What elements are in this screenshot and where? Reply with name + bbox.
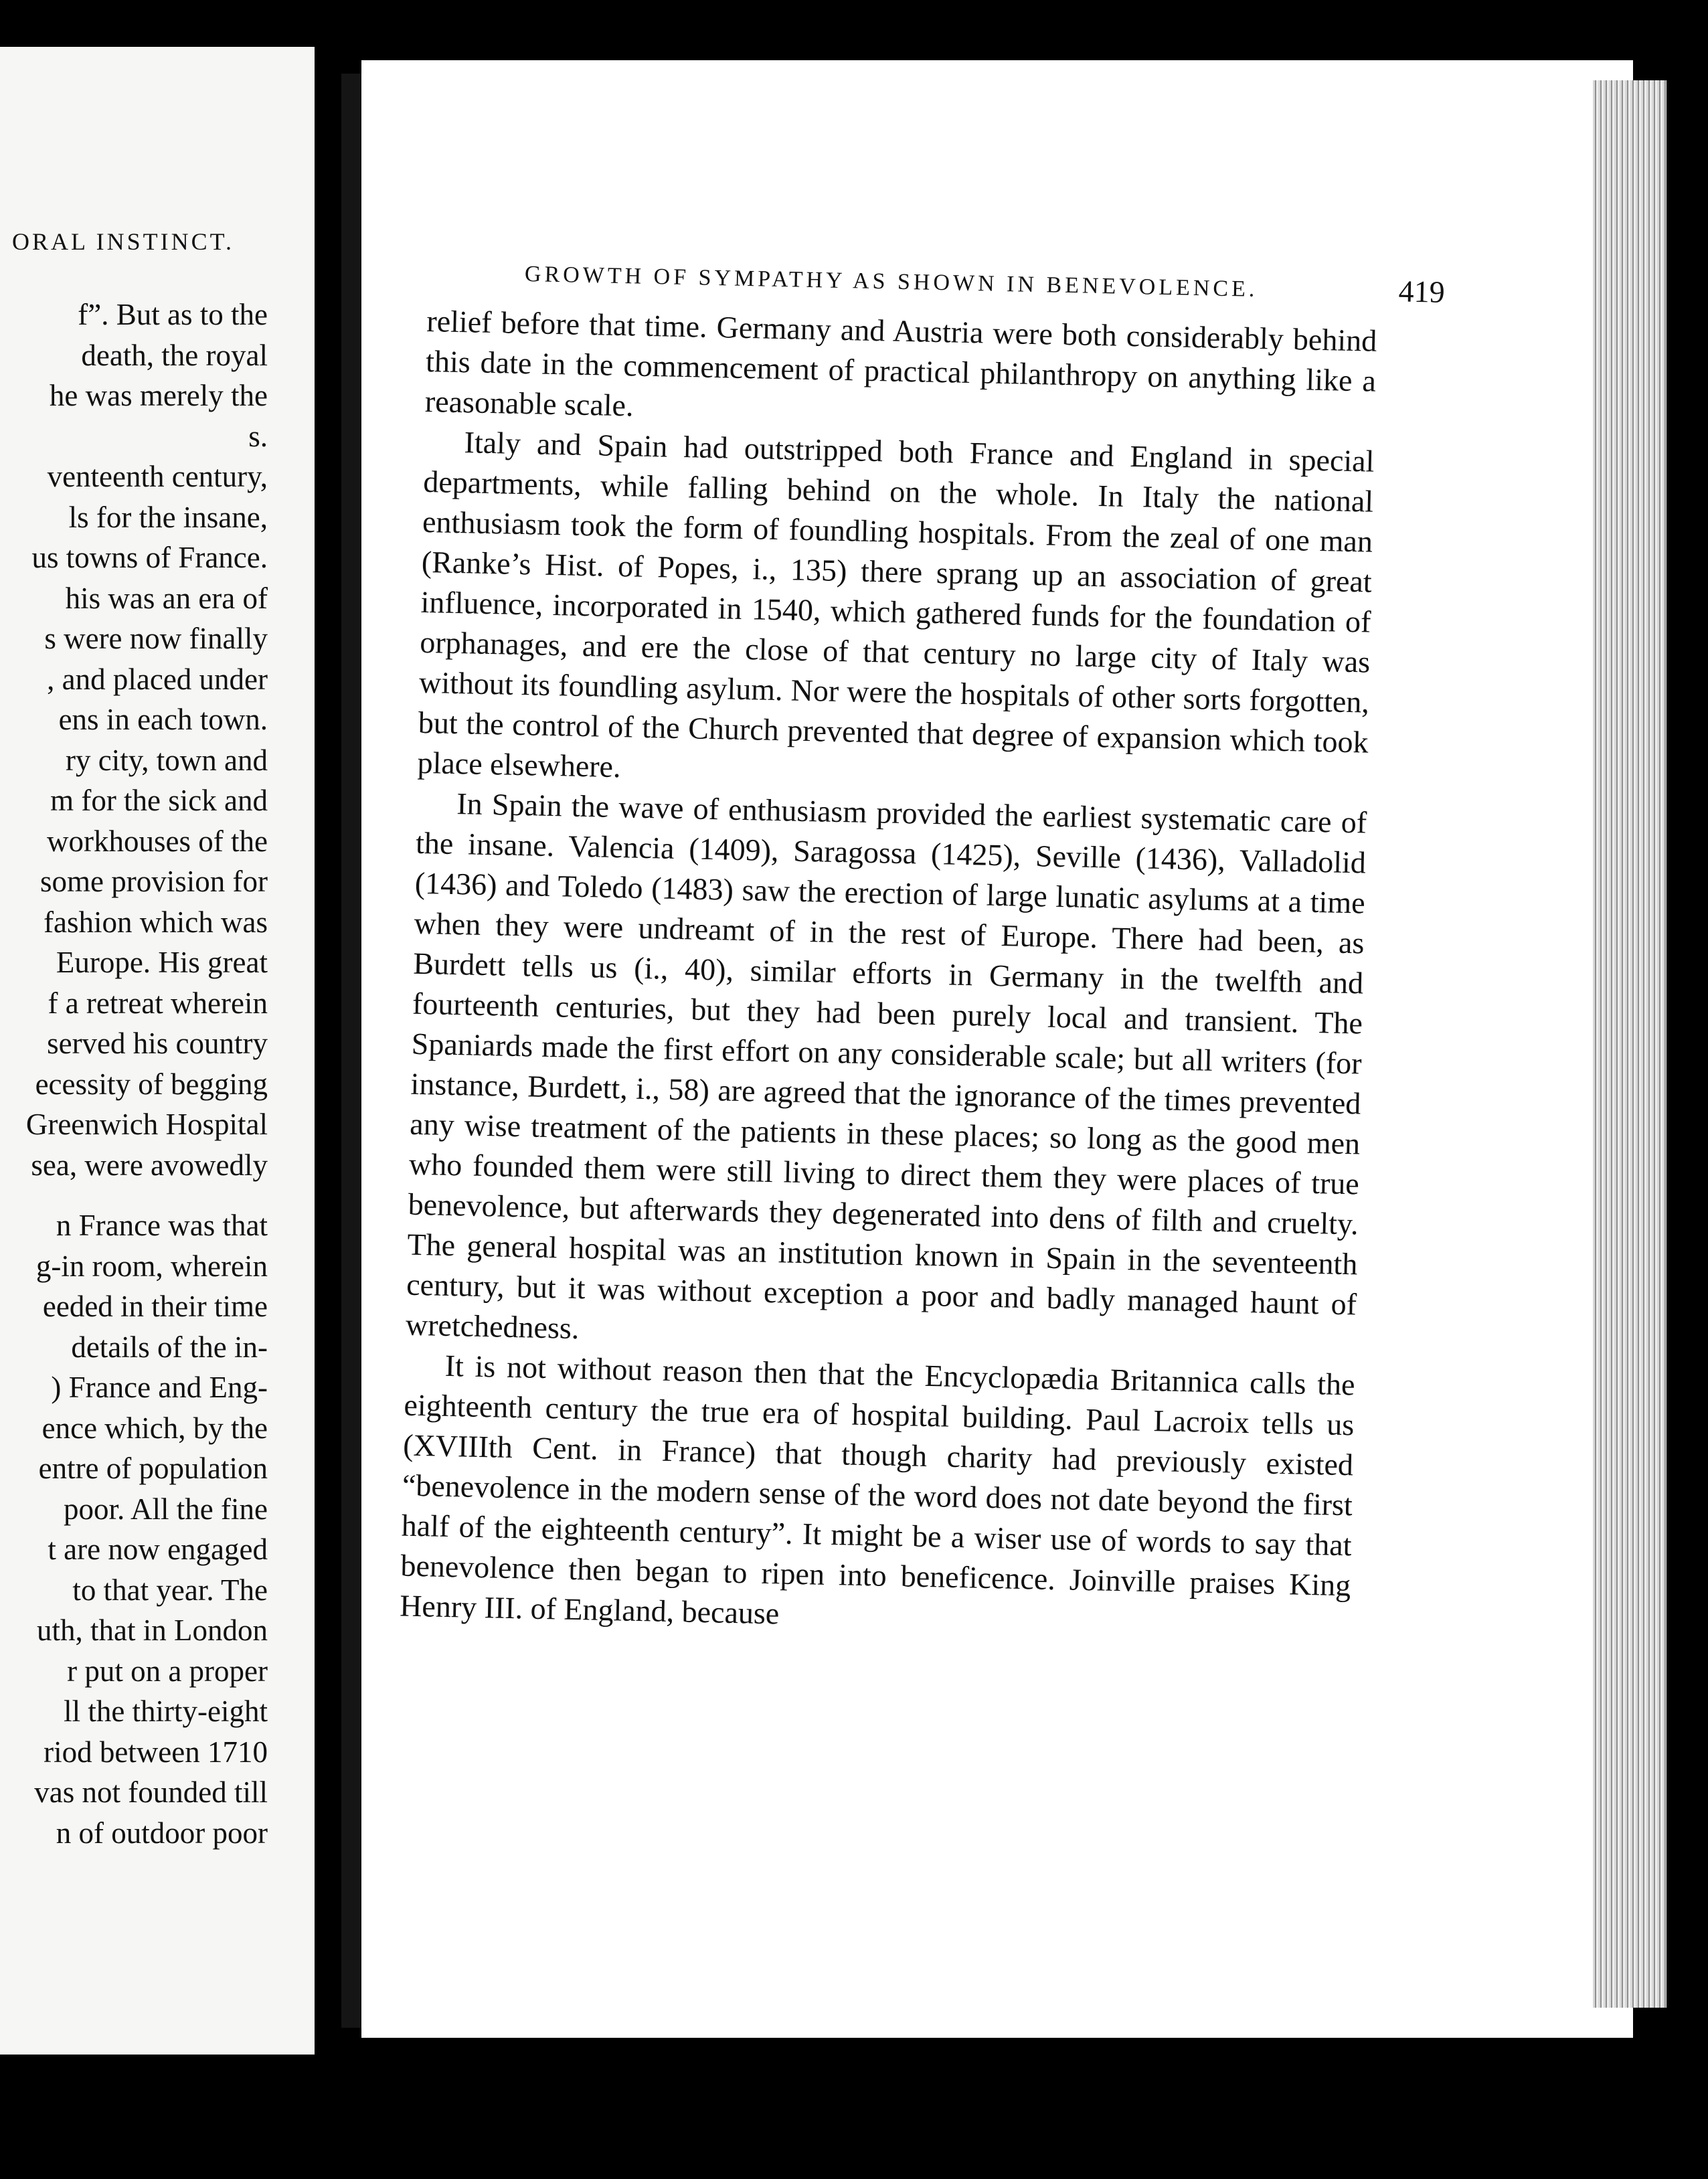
left-line: ence which, by the	[41, 1411, 268, 1445]
left-line: f a retreat wherein	[48, 986, 268, 1020]
right-page-text-block	[399, 241, 1446, 1646]
left-line: uth, that in London	[37, 1614, 268, 1647]
left-line: fashion which was	[44, 905, 268, 939]
left-line: ll the thirty-eight	[64, 1694, 268, 1728]
paragraph: relief before that time. Germany and Austria were both considerably behind this date in the commencement of practical philanthropy on anything like a reasonable scale.	[424, 303, 1377, 423]
left-running-head: ORAL INSTINCT.	[12, 228, 234, 255]
left-line: Europe. His great	[56, 946, 268, 979]
left-line: he was merely the	[49, 379, 268, 412]
left-line: entre of population	[38, 1452, 268, 1485]
left-line: r put on a proper	[67, 1654, 268, 1688]
left-line: ls for the insane,	[68, 500, 268, 534]
left-line: details of the in-	[71, 1330, 268, 1364]
left-line: sea, were avowedly	[31, 1148, 268, 1182]
left-line: Greenwich Hospital	[25, 1108, 268, 1141]
left-page	[0, 47, 315, 2055]
left-line: n France was that	[56, 1209, 268, 1242]
left-line-gap	[26, 1185, 268, 1205]
left-line: g-in room, wherein	[35, 1249, 268, 1283]
left-line: m for the sick and	[50, 784, 268, 817]
left-line: venteenth century,	[47, 460, 268, 493]
left-line: , and placed under	[47, 662, 268, 696]
left-line: ry city, town and	[65, 743, 268, 777]
page-edges	[1593, 80, 1667, 2008]
left-line: some provision for	[40, 865, 268, 898]
left-line: t are now engaged	[48, 1533, 268, 1566]
paragraph: In Spain the wave of enthusiasm provided the earliest systematic care of the insane. Valencia (1409), Saragossa (1425), Seville (1436), Valladolid (1436) and Toledo (1483) saw the erection of large lunatic asylums at a time when they were undreamt of in the rest of Europe. There had been, as Burdett tells us (i., 40), similar efforts in Germany in the twelfth and fourteenth centuries, but they had been purely local and transient. The Spaniards made the first effort on any considerable scale; but all writers (for instance, Burdett, i., 58) are agreed that the ignorance of the times prevented any wise treatment of the patients in these places; so long as the good men who founded them were still living to direct them they were places of true benevolence, but afterwards they degenerated into dens of filth and cruelty. The general hospital was an institution known in Spain in the seventeenth century, but it was without exception a poor and badly managed haunt of wretchedness.	[405, 786, 1367, 1346]
left-line: vas not founded till	[34, 1775, 268, 1809]
left-line: poor. All the fine	[64, 1492, 268, 1526]
left-line: s.	[248, 419, 268, 453]
left-line: ecessity of begging	[35, 1067, 268, 1101]
left-line: ) France and Eng-	[51, 1371, 268, 1404]
left-line: us towns of France.	[31, 541, 268, 574]
paragraph: It is not without reason then that the Encyclopædia Britannica calls the eighteenth century the true era of hospital building. Paul Lacroix tells us (XVIIIth Cent. in France) that though charity had previously existed “benevolence in the modern sense of the word does not date beyond the first half of the eighteenth century”. It might be a wiser use of words to say that benevolence then began to ripen into beneficence. Joinville praises King Henry III. of England, because	[399, 1348, 1356, 1631]
left-line: ens in each town.	[58, 703, 268, 736]
left-line: served his country	[47, 1027, 268, 1060]
left-line: n of outdoor poor	[56, 1816, 268, 1850]
left-line: riod between 1710	[44, 1735, 268, 1769]
left-line: death, the royal	[81, 338, 268, 372]
paragraph: Italy and Spain had outstripped both France and England in special departments, while falling behind on the whole. In Italy the national enthusiasm took the form of foundling hospitals. From the zeal of one man (Ranke’s Hist. of Popes, i., 135) there sprang up an association of great influence, incorporated in 1540, which gathered funds for the foundation of orphanages, and ere the close of that century no large city of Italy was without its foundling asylum. Nor were the hospitals of other sorts forgotten, but the control of the Church prevented that degree of expansion which took place elsewhere.	[417, 425, 1375, 784]
page-number: 419	[1398, 274, 1446, 309]
left-line: s were now finally	[44, 622, 268, 655]
left-line: workhouses of the	[47, 824, 268, 858]
left-line: f”. But as to the	[78, 298, 268, 331]
left-line: eeded in their time	[42, 1290, 268, 1323]
left-page-text	[26, 294, 268, 1853]
running-head-title: GROWTH OF SYMPATHY AS SHOWN IN BENEVOLENCE.	[524, 262, 1258, 302]
left-line: to that year. The	[72, 1573, 268, 1607]
left-line: his was an era of	[65, 581, 268, 615]
